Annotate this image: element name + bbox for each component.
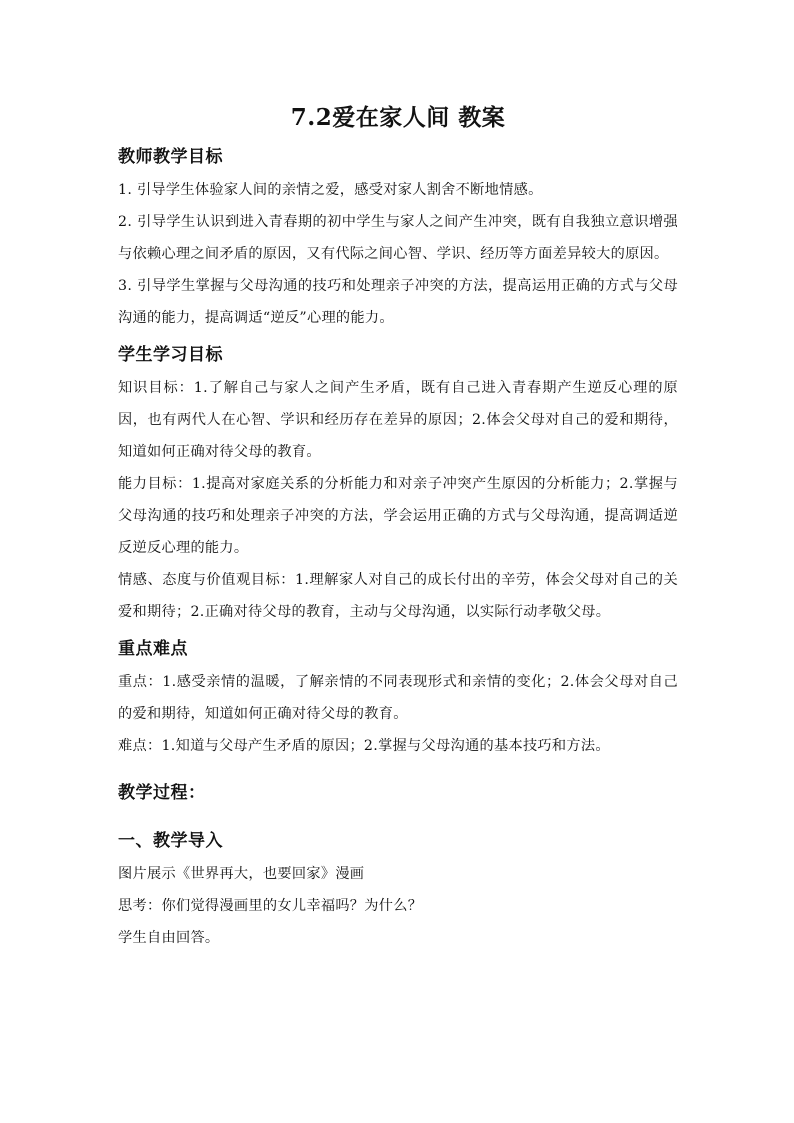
paragraph: 3. 引导学生掌握与父母沟通的技巧和处理亲子冲突的方法，提高运用正确的方式与父母沟通的能力，提高调适“逆反”心理的能力。 — [118, 278, 678, 326]
section-key-points — [118, 634, 678, 762]
section-heading: 教师教学目标 — [118, 147, 223, 167]
section-heading: 一、教学导入 — [118, 831, 223, 851]
paragraph: 能力目标：1.提高对家庭关系的分析能力和对亲子冲突产生原因的分析能力；2.掌握与父母沟通的技巧和处理亲子冲突的方法，学会运用正确的方式与父母沟通，提高调适逆反逆反心理的能力。 — [118, 476, 678, 556]
section-heading: 学生学习目标 — [118, 345, 223, 365]
paragraph: 难点：1.知道与父母产生矛盾的原因；2.掌握与父母沟通的基本技巧和方法。 — [118, 738, 610, 754]
paragraph: 知识目标：1.了解自己与家人之间产生矛盾，既有自己进入青春期产生逆反心理的原因，也有两代人在心智、学识和经历存在差异的原因；2.体会父母对自己的爱和期待，知道如何正确对待父母的教育。 — [118, 380, 678, 460]
paragraph: 2. 引导学生认识到进入青春期的初中学生与家人之间产生冲突，既有自我独立意识增强与依赖心理之间矛盾的原因，又有代际之间心智、学识、经历等方面差异较大的原因。 — [118, 214, 678, 262]
paragraph: 思考：你们觉得漫画里的女儿幸福吗？为什么？ — [118, 898, 423, 914]
section-student-goals — [118, 340, 678, 628]
document-title: 7.2爱在家人间 教案 — [290, 104, 506, 131]
section-teacher-goals — [118, 142, 678, 334]
section-introduction — [118, 826, 678, 954]
paragraph: 情感、态度与价值观目标：1.理解家人对自己的成长付出的辛劳，体会父母对自己的关爱和期待；2.正确对待父母的教育，主动与父母沟通，以实际行动孝敬父母。 — [118, 572, 678, 620]
section-heading: 重点难点 — [118, 639, 188, 659]
section-teaching-process — [118, 778, 678, 808]
paragraph: 1. 引导学生体验家人间的亲情之爱，感受对家人割舍不断地情感。 — [118, 182, 543, 198]
spacer — [118, 762, 678, 772]
paragraph: 学生自由回答。 — [118, 930, 220, 946]
spacer — [118, 810, 678, 820]
paragraph: 重点：1.感受亲情的温暖，了解亲情的不同表现形式和亲情的变化；2.体会父母对自己的爱和期待，知道如何正确对待父母的教育。 — [118, 674, 678, 722]
document-content — [118, 100, 678, 954]
section-heading: 教学过程： — [118, 783, 206, 803]
paragraph: 图片展示《世界再大，也要回家》漫画 — [118, 866, 365, 882]
